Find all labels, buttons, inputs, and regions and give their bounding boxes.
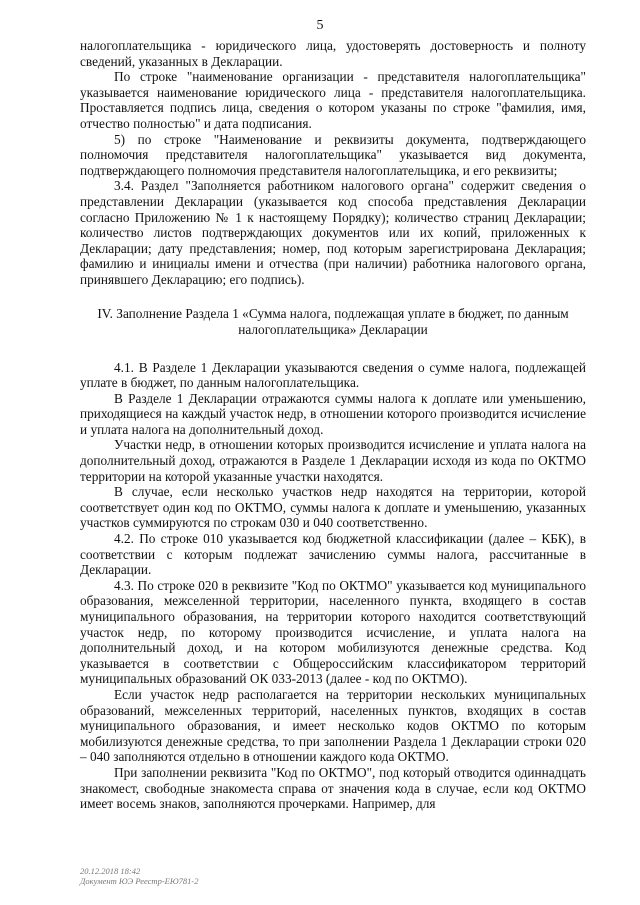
document-body xyxy=(80,38,586,812)
paragraph: В Разделе 1 Декларации отражаются суммы налога к доплате или уменьшению, приходящиеся на каждый участок недр, в отношении которого производится исчисление и уплата налога на дополнительный доход. xyxy=(80,390,586,437)
section-heading: IV. Заполнение Раздела 1 «Сумма налога, подлежащая уплате в бюджет, по данным налогоплательщика» Декларации xyxy=(97,305,569,337)
page-number: 5 xyxy=(316,18,324,33)
document-footer xyxy=(80,866,198,886)
paragraph: 4.2. По строке 010 указывается код бюджетной классификации (далее – КБК), в соответствии с которым подлежат зачислению суммы налога, рассчитанные в Декларации. xyxy=(80,531,586,578)
footer-timestamp: 20.12.2018 18:42 xyxy=(80,866,141,876)
paragraph: 3.4. Раздел "Заполняется работником налогового органа" содержит сведения о представлении Декларации (указывается код способа представления Декларации согласно Приложению № 1 к настоящему Порядку); количество страниц Декларации; количество листов подтверждающих документов или их копий, приложенных к Декларации; дату представления; номер, под которым зарегистрирована Декларация; фамилию и инициалы имени и отчества (при наличии) работника налогового органа, принявшего Декларацию; его подпись). xyxy=(80,178,586,287)
paragraph: В случае, если несколько участков недр находятся на территории, которой соответствует один код по ОКТМО, суммы налога к доплате и уменьшению, указанных участков суммируются по строкам 030 и 040 соответственно. xyxy=(80,484,586,531)
paragraph: 4.3. По строке 020 в реквизите "Код по ОКТМО" указывается код муниципального образования, межселенной территории, населенного пункта, входящего в состав муниципального образования, на территории которого находится соответствующий участок недр, по которому производится исчисление, и уплата налога на дополнительный доход, и на котором мобилизуются денежные средства. Код указывается в соответствии с Общероссийским классификатором территорий муниципальных образований ОК 033-2013 (далее - код по ОКТМО). xyxy=(80,577,586,687)
footer-document-id: Документ ЮЭ Реестр-ЕЮ781-2 xyxy=(80,876,199,886)
paragraph: налогоплательщика - юридического лица, удостоверять достоверность и полноту сведений, указанных в Декларации. xyxy=(80,38,586,69)
paragraph: Если участок недр располагается на территории нескольких муниципальных образований, межселенных территорий, населенных пунктов, входящих в состав муниципального образования, и имеет несколько кодов ОКТМО по которым мобилизуются денежные средства, то при заполнении Раздела 1 Декларации строки 020 – 040 заполняются отдельно в отношении каждого кода ОКТМО. xyxy=(80,686,586,765)
paragraph: 4.1. В Разделе 1 Декларации указываются сведения о сумме налога, подлежащей уплате в бюджет, по данным налогоплательщика. xyxy=(80,359,586,391)
paragraph: Участки недр, в отношении которых производится исчисление и уплата налога на дополнительный доход, отражаются в Разделе 1 Декларации исходя из кода по ОКТМО территории на которой указанные участки находятся. xyxy=(80,437,586,484)
paragraph: 5) по строке "Наименование и реквизиты документа, подтверждающего полномочия представителя налогоплательщика" указывается вид документа, подтверждающего полномочия представителя налогоплательщика, и его реквизиты; xyxy=(80,131,586,178)
paragraph: По строке "наименование организации - представителя налогоплательщика" указывается наименование юридического лица - представителя налогоплательщика. Проставляется подпись лица, сведения о котором указаны по строке "фамилия, имя, отчество полностью" и дата подписания. xyxy=(80,69,586,131)
paragraph: При заполнении реквизита "Код по ОКТМО", под который отводится одиннадцать знакомест, свободные знакоместа справа от значения кода в случае, если код ОКТМО имеет восемь знаков, заполняются прочерками. Например, для xyxy=(80,764,586,812)
